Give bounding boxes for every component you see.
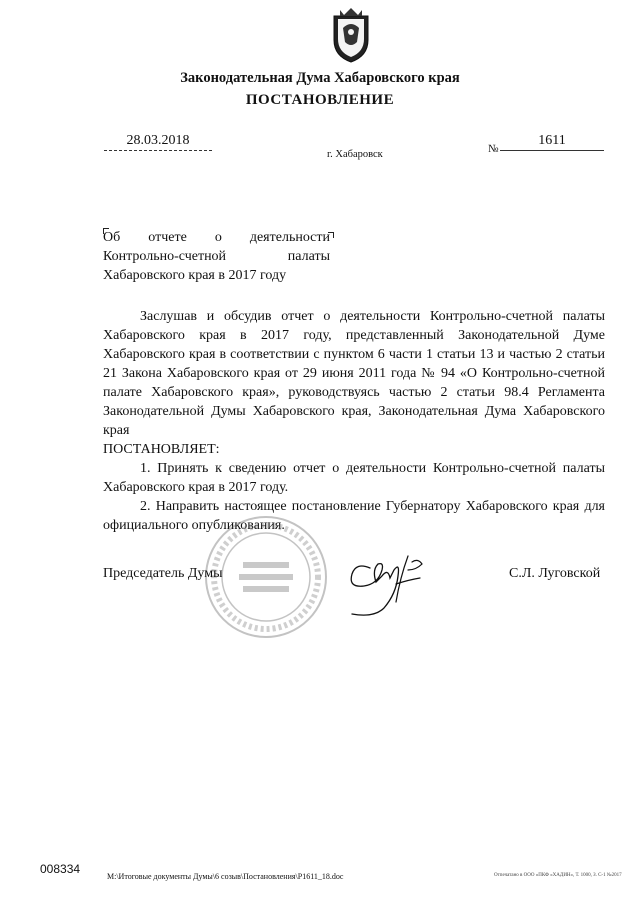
number-sign: № <box>488 143 499 155</box>
resolution-heading: ПОСТАНОВЛЯЕТ: <box>103 442 220 457</box>
handwritten-signature <box>338 548 438 622</box>
document-type: ПОСТАНОВЛЕНИЕ <box>245 92 395 108</box>
preamble-paragraph: Заслушав и обсудив отчет о деятельности Контрольно-счетной палаты Хабаровского края в 2017 году, представленный Законодательной Думе Хабаровского края в соответствии с пунктом 6 части 1 статьи 13 и частью 2 статьи 21 Закона Хабаровского края от 29 июня 2011 года № 94 «О Контрольно-счетной палате Хабаровского края», руководствуясь частью 2 статьи 98.4 Регламента Законодательной Думы Хабаровского края, Законодательная Дума Хабаровского края <box>103 309 605 438</box>
coat-of-arms-icon <box>330 6 372 64</box>
document-city: г. Хабаровск <box>327 149 383 160</box>
print-info: Отпечатано в ООО «ПКФ «ХАДИН», Т. 1000, З. С-1 №2017 <box>494 873 622 878</box>
document-code: 008334 <box>40 862 81 876</box>
signatory-title: Председатель Думы <box>103 566 223 581</box>
resolution-item: 1. Принять к сведению отчет о деятельности Контрольно-счетной палаты Хабаровского края в 2017 году. <box>103 461 605 495</box>
document-date: 28.03.2018 <box>104 133 212 151</box>
subject-line: Контрольно-счетной палаты <box>103 249 330 264</box>
subject-line: Об отчете о деятельности <box>103 230 330 245</box>
subject-line: Хабаровского края в 2017 году <box>103 268 287 283</box>
document-subject <box>103 228 330 285</box>
document-body <box>103 307 605 535</box>
resolution-item: 2. Направить настоящее постановление Губернатору Хабаровского края для официального опубликования. <box>103 499 605 533</box>
signatory-name: С.Л. Луговской <box>509 566 601 581</box>
document-number: 1611 <box>500 133 604 151</box>
file-path: M:\Итоговые документы Думы\6 созыв\Постановления\P1611_18.doc <box>107 872 344 881</box>
organization-name: Законодательная Дума Хабаровского края <box>180 70 460 86</box>
